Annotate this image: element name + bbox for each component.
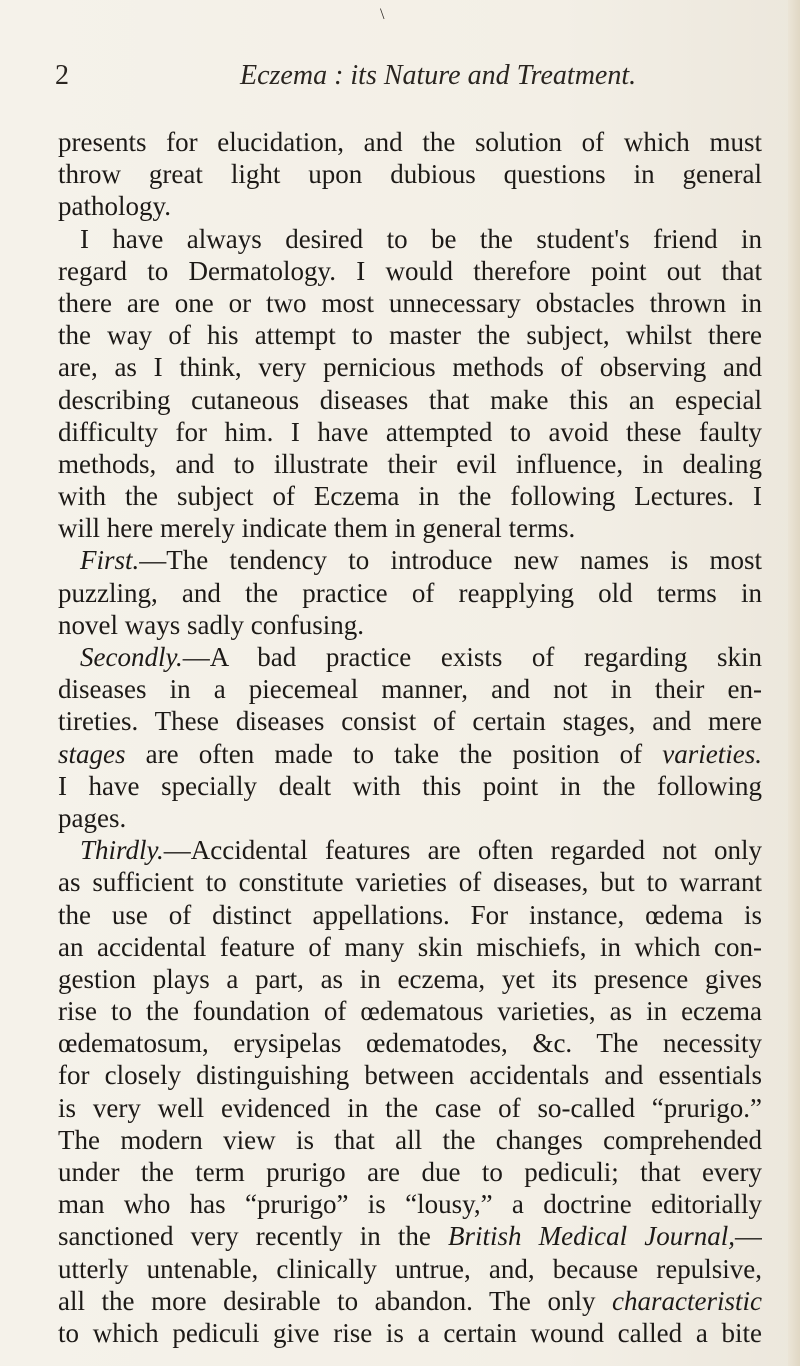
- text-line: [58, 995, 762, 1027]
- text-segment: tireties. These diseases consist of certain stages, and mere: [58, 706, 762, 737]
- text-segment: as sufficient to constitute varieties of diseases, but to warrant: [58, 867, 762, 898]
- text-line: [58, 384, 762, 416]
- text-line: [58, 802, 762, 834]
- text-line: [58, 738, 762, 770]
- italic-text: varieties.: [662, 738, 762, 769]
- text-segment: rise to the foundation of œdematous varieties, as in eczema: [58, 996, 762, 1027]
- text-line: [58, 126, 762, 158]
- text-segment: throw great light upon dubious questions in general: [58, 159, 762, 190]
- text-line: [58, 287, 762, 319]
- text-line: [58, 1220, 762, 1252]
- text-segment: for closely distinguishing between accidentals and essentials: [58, 1060, 762, 1091]
- text-line: [58, 963, 762, 995]
- text-line: [58, 351, 762, 383]
- text-line: [58, 480, 762, 512]
- running-title: Eczema : its Nature and Treatment.: [240, 60, 637, 91]
- text-line: [58, 1285, 762, 1317]
- text-segment: I have always desired to be the student's friend in: [80, 223, 762, 254]
- text-segment: sanctioned very recently in the: [58, 1221, 449, 1252]
- text-segment: with the subject of Eczema in the following Lectures. I: [58, 481, 762, 512]
- text-line: [58, 866, 762, 898]
- italic-text: Secondly.: [80, 642, 183, 672]
- text-segment: the way of his attempt to master the subject, whilst there: [58, 320, 762, 351]
- italic-text: Thirdly.: [80, 835, 164, 866]
- text-line: [58, 319, 762, 351]
- page-edge: [788, 0, 800, 1366]
- text-line: [58, 223, 762, 255]
- italic-text: characteristic: [612, 1285, 762, 1316]
- text-segment: novel ways sadly confusing.: [58, 609, 364, 640]
- text-segment: all the more desirable to abandon. The only: [58, 1285, 613, 1316]
- text-segment: are often made to take the position of: [125, 738, 663, 769]
- page-number: 2: [55, 60, 69, 91]
- text-line: [58, 448, 762, 480]
- text-line: [58, 1317, 762, 1349]
- text-segment: —Accidental features are often regarded not only: [163, 835, 762, 866]
- text-line: [58, 1027, 762, 1059]
- text-line: [58, 190, 762, 222]
- text-segment: utterly untenable, clinically untrue, and, because repulsive,: [58, 1253, 762, 1284]
- text-segment: is very well evidenced in the case of so-called “prurigo.”: [58, 1092, 762, 1123]
- text-line: [58, 770, 762, 802]
- text-segment: —The tendency to introduce new names is most: [139, 545, 762, 576]
- text-line: [58, 1253, 762, 1285]
- text-segment: The modern view is that all the changes comprehended: [58, 1124, 762, 1155]
- text-segment: the use of distinct appellations. For instance, œdema is: [58, 899, 762, 930]
- text-segment: pages.: [58, 802, 127, 833]
- italic-text: British Medical Journal,: [448, 1221, 736, 1252]
- text-line: [58, 577, 762, 609]
- text-line: [58, 1188, 762, 1220]
- text-line: [58, 899, 762, 931]
- text-line: [58, 1156, 762, 1188]
- text-segment: methods, and to illustrate their evil influence, in dealing: [58, 448, 762, 479]
- text-line: [58, 255, 762, 287]
- text-line: [58, 834, 762, 866]
- text-segment: regard to Dermatology. I would therefore point out that: [58, 255, 762, 286]
- text-line: [58, 158, 762, 190]
- text-segment: diseases in a piecemeal manner, and not in their en-: [58, 674, 762, 705]
- text-segment: an accidental feature of many skin mischiefs, in which con-: [58, 931, 762, 962]
- text-line: [58, 673, 762, 705]
- italic-text: First.: [80, 545, 140, 576]
- text-line: [58, 1092, 762, 1124]
- text-segment: gestion plays a part, as in eczema, yet its presence gives: [58, 963, 762, 994]
- text-segment: under the term prurigo are due to pediculi; that every: [58, 1157, 762, 1187]
- text-line: [58, 609, 762, 641]
- text-segment: œdematosum, erysipelas œdematodes, &c. The necessity: [58, 1028, 762, 1059]
- italic-text: stages: [58, 738, 126, 769]
- text-segment: are, as I think, very pernicious methods of observing and: [58, 352, 762, 383]
- text-segment: —A bad practice exists of regarding skin: [182, 642, 762, 672]
- text-line: [58, 512, 762, 544]
- page-header: [0, 60, 800, 100]
- text-segment: man who has “prurigo” is “lousy,” a doctrine editorially: [58, 1189, 762, 1220]
- text-segment: —: [735, 1221, 762, 1252]
- text-line: [58, 641, 762, 673]
- text-line: [58, 931, 762, 963]
- text-segment: I have specially dealt with this point in the following: [58, 770, 762, 801]
- text-segment: puzzling, and the practice of reapplying old terms in: [58, 577, 762, 608]
- text-segment: there are one or two most unnecessary obstacles thrown in: [58, 287, 762, 318]
- text-segment: will here merely indicate them in general terms.: [58, 513, 576, 544]
- text-segment: difficulty for him. I have attempted to avoid these faulty: [58, 416, 762, 447]
- top-mark: \: [380, 6, 385, 23]
- text-segment: presents for elucidation, and the solution of which must: [58, 127, 762, 157]
- text-line: [58, 1059, 762, 1091]
- text-line: [58, 544, 762, 576]
- text-line: [58, 1124, 762, 1156]
- text-segment: describing cutaneous diseases that make this an especial: [58, 384, 762, 415]
- text-line: [58, 416, 762, 448]
- body-text: [58, 126, 762, 1349]
- text-segment: to which pediculi give rise is a certain wound called a bite: [58, 1317, 762, 1348]
- text-segment: pathology.: [58, 191, 171, 222]
- text-line: [58, 705, 762, 737]
